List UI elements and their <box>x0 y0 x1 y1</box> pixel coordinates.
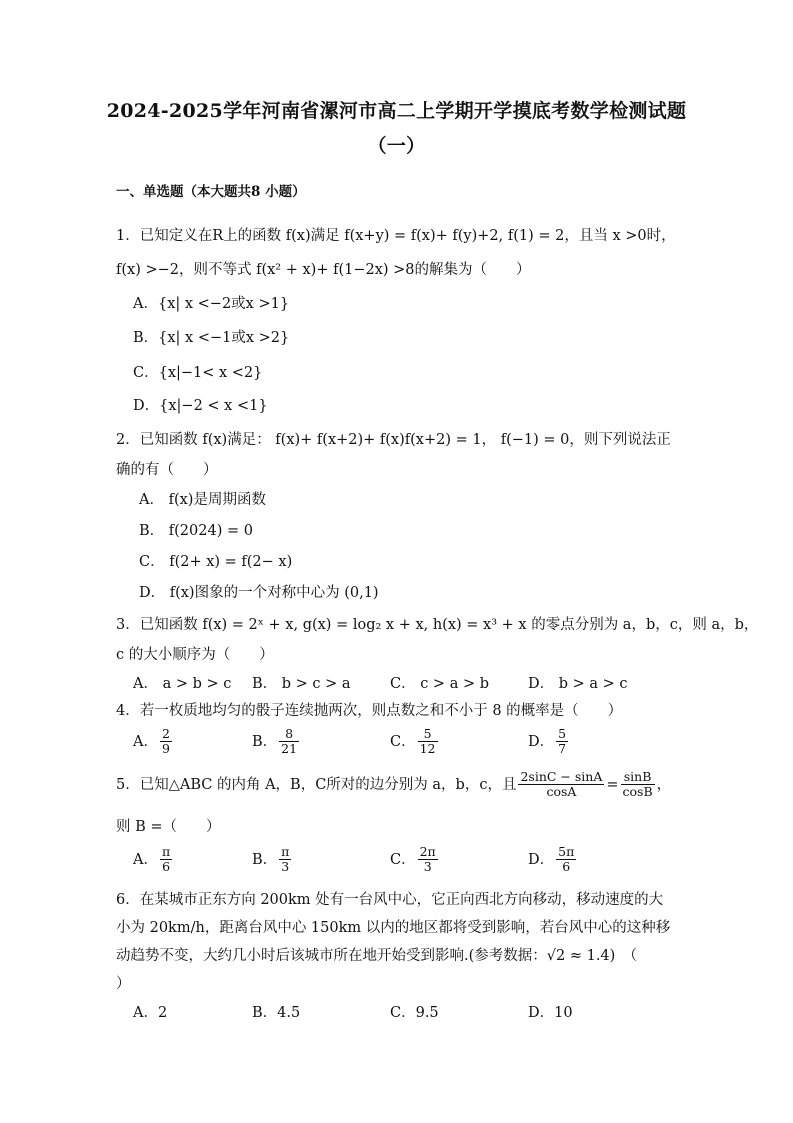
question-6-option-a: A．2 <box>133 1005 168 1021</box>
fraction-numerator: 5 <box>558 726 567 741</box>
fraction-denominator: 21 <box>281 741 298 757</box>
question-1-text: 1．已知定义在R上的函数 f(x)满足 f(x+y) = f(x)+ f(y)+2, f(1) = 2，且当 x >0时， <box>116 228 676 244</box>
fraction <box>621 770 655 800</box>
fraction-denominator: 6 <box>162 859 171 875</box>
fraction-denominator: 6 <box>562 859 571 875</box>
fraction-denominator: 12 <box>419 741 436 757</box>
option-label: C． <box>390 851 416 868</box>
option-label: D． <box>528 851 555 868</box>
question-2-option-d: D． f(x)图象的一个对称中心为 (0,1) <box>139 585 379 601</box>
fraction <box>556 845 576 875</box>
question-1-option-d: D．{x|−2 < x <1} <box>133 398 268 414</box>
fraction <box>418 845 438 875</box>
exam-title-subtitle: （一） <box>367 135 426 157</box>
option-label: A． <box>133 851 158 868</box>
fraction <box>518 770 604 800</box>
fraction-denominator: 7 <box>558 741 567 757</box>
question-3-option-c: C． c > a > b <box>390 676 489 692</box>
fraction <box>160 845 172 875</box>
question-6-text-cont-1: 小为 20km/h，距离台风中心 150km 以内的地区都将受到影响，若台风中心的这种移 <box>116 920 671 936</box>
fraction-numerator: π <box>161 844 171 859</box>
fraction-numerator: 8 <box>279 727 299 742</box>
fraction-numerator: π <box>281 844 290 859</box>
question-4-option-a <box>133 727 174 757</box>
question-2-option-b: B． f(2024) = 0 <box>139 523 253 539</box>
punctuation: ， <box>656 776 672 793</box>
fraction-denominator: 3 <box>281 859 290 875</box>
fraction-numerator: 2 <box>161 726 170 741</box>
question-4-option-b <box>252 727 301 757</box>
question-2-option-a: A． f(x)是周期函数 <box>139 492 266 508</box>
question-1-option-c: C．{x|−1< x <2} <box>133 365 263 381</box>
question-3-text: 3．已知函数 f(x) = 2ˣ + x, g(x) = log₂ x + x, h(x) = x³ + x 的零点分别为 a，b，c，则 a，b， <box>116 617 759 633</box>
question-6-text-cont-2: 动趋势不变，大约几小时后该城市所在地开始受到影响.(参考数据：√2 ≈ 1.4) （ <box>116 948 638 964</box>
option-label: D． <box>528 733 555 750</box>
question-2-text-cont: 确的有（ ） <box>116 462 218 478</box>
question-6-option-d: D．10 <box>528 1005 573 1021</box>
question-3-option-b: B． b > c > a <box>252 676 351 692</box>
fraction <box>556 727 568 757</box>
fraction-numerator: 2sinC − sinA <box>520 769 603 784</box>
question-1-text-cont: f(x) >−2，则不等式 f(x² + x)+ f(1−2x) >8的解集为（ ） <box>116 262 531 278</box>
question-5-prefix: 5．已知△ABC 的内角 A，B，C所对的边分别为 a，b，c，且 <box>116 776 517 793</box>
question-3-text-cont: c 的大小顺序为（ ） <box>116 647 274 663</box>
question-1-option-a: A．{x| x <−2或x >1} <box>133 296 290 312</box>
question-5-option-c <box>390 845 440 875</box>
question-3-option-d: D． b > a > c <box>528 676 628 692</box>
option-label: A． <box>133 733 158 750</box>
fraction-denominator: cosA <box>546 784 577 800</box>
question-3-option-a: A． a > b > c <box>133 676 232 692</box>
question-4-text: 4．若一枚质地均匀的骰子连续抛两次，则点数之和不小于 8 的概率是（ ） <box>116 703 623 719</box>
question-5-text-cont: 则 B =（ ） <box>116 819 221 835</box>
question-4-option-c <box>390 727 440 757</box>
fraction <box>418 727 438 757</box>
fraction-numerator: 2π <box>419 844 436 859</box>
exam-title: 2024-2025学年河南省漯河市高二上学期开学摸底考数学检测试题 <box>106 100 687 122</box>
question-5-text <box>116 770 671 800</box>
fraction-numerator: sinB <box>621 770 655 785</box>
question-1-option-b: B．{x| x <−1或x >2} <box>133 330 290 346</box>
question-6-option-b: B．4.5 <box>252 1005 301 1021</box>
section-heading: 一、单选题（本大题共8 小题） <box>116 184 306 200</box>
question-6-text: 6．在某城市正东方向 200km 处有一台风中心，它正向西北方向移动，移动速度的大 <box>116 892 664 908</box>
option-label: B． <box>252 733 278 750</box>
question-5-option-b <box>252 845 293 875</box>
fraction-numerator: 5π <box>558 844 575 859</box>
option-label: B． <box>252 851 278 868</box>
fraction <box>279 845 291 875</box>
fraction-numerator: 5 <box>418 727 438 742</box>
option-label: C． <box>390 733 416 750</box>
fraction-denominator: 3 <box>423 859 432 875</box>
fraction <box>279 727 299 757</box>
question-2-text: 2．已知函数 f(x)满足： f(x)+ f(x+2)+ f(x)f(x+2) = 1， f(−1) = 0，则下列说法正 <box>116 432 671 448</box>
question-5-option-a <box>133 845 174 875</box>
equals-sign: = <box>606 776 619 793</box>
fraction-denominator: cosB <box>622 784 653 800</box>
question-6-text-cont-3: ） <box>116 976 131 992</box>
question-6-option-c: C．9.5 <box>390 1005 439 1021</box>
question-5-option-d <box>528 845 578 875</box>
fraction <box>160 727 172 757</box>
question-2-option-c: C． f(2+ x) = f(2− x) <box>139 554 293 570</box>
fraction-denominator: 9 <box>161 741 170 757</box>
question-4-option-d <box>528 727 570 757</box>
